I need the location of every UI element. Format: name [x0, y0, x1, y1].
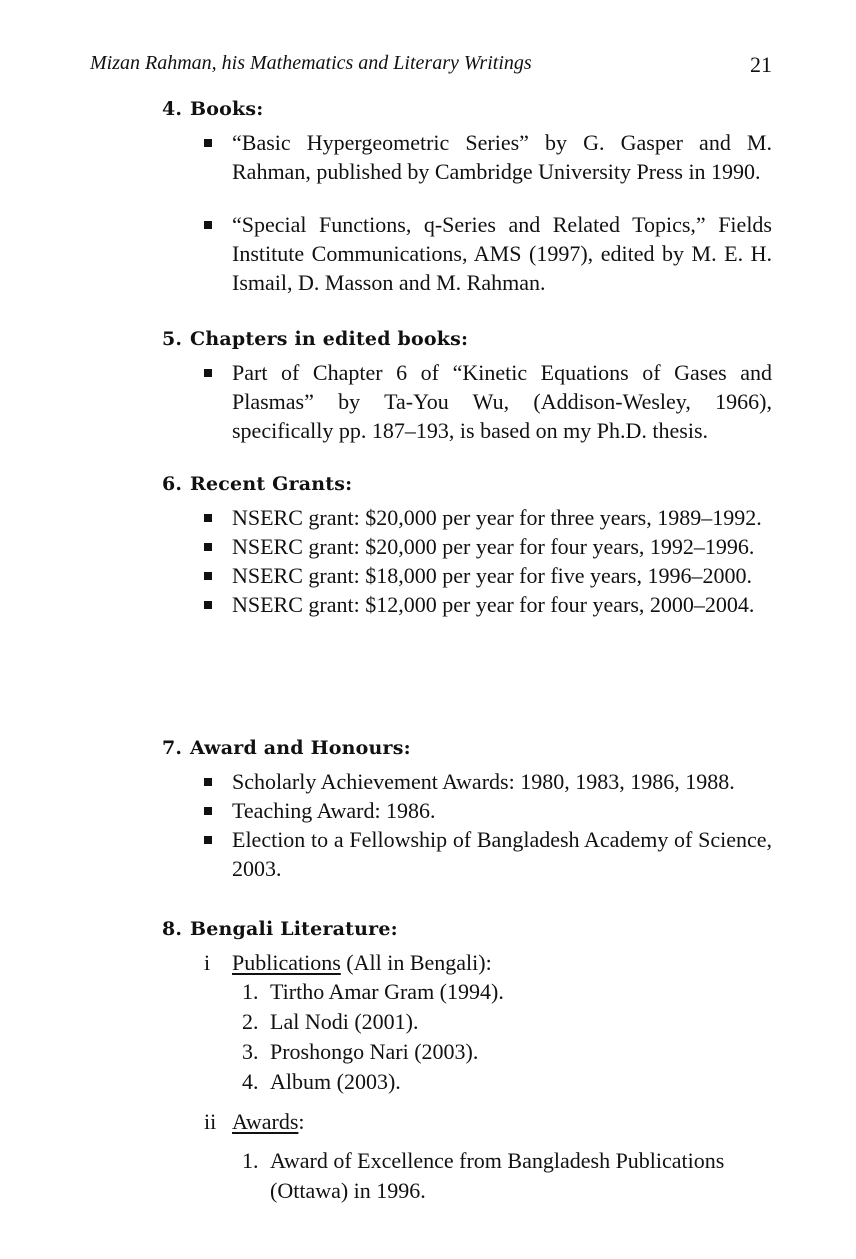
bullet-icon [204, 139, 212, 147]
list-item: NSERC grant: $20,000 per year for three years, 1989–1992. [162, 503, 772, 532]
list-item: 3. Proshongo Nari (2003). [242, 1039, 479, 1064]
section-heading: 7. Award and Honours: [162, 737, 411, 759]
page-number: 21 [750, 52, 772, 77]
list-item: NSERC grant: $12,000 per year for four years, 2000–2004. [162, 590, 772, 619]
awards-list [162, 1146, 772, 1206]
bullet-icon [204, 572, 212, 580]
list-item: 2. Lal Nodi (2001). [242, 1009, 419, 1034]
publications-heading: i Publications (All in Bengali): [204, 950, 492, 975]
bullet-icon [204, 514, 212, 522]
list-item: Teaching Award: 1986. [162, 796, 772, 825]
list-item: “Special Functions, q-Series and Related Topics,” Fields Institute Communications, AMS (1997), edited by M. E. H. Ismail, D. Masson and M. Rahman. [162, 210, 772, 297]
list-item: Election to a Fellowship of Bangladesh Academy of Science, 2003. [162, 825, 772, 883]
bullet-icon [204, 807, 212, 815]
awards-heading: ii Awards: [204, 1109, 305, 1134]
section-heading: 4. Books: [162, 98, 264, 120]
section-grants [162, 469, 772, 619]
bullet-icon [204, 221, 212, 229]
list-item: Scholarly Achievement Awards: 1980, 1983, 1986, 1988. [162, 767, 772, 796]
bullet-icon [204, 836, 212, 844]
section-books [162, 94, 772, 297]
section-bengali-literature [162, 914, 772, 1206]
bullet-icon [204, 601, 212, 609]
list-item: 1. Award of Excellence from Bangladesh Publications (Ottawa) in 1996. [242, 1148, 725, 1203]
list-item: “Basic Hypergeometric Series” by G. Gasper and M. Rahman, published by Cambridge University Press in 1990. [162, 128, 772, 186]
bullet-icon [204, 369, 212, 377]
list-item: NSERC grant: $18,000 per year for five years, 1996–2000. [162, 561, 772, 590]
section-heading: 5. Chapters in edited books: [162, 328, 469, 350]
running-head: Mizan Rahman, his Mathematics and Literary Writings [90, 52, 532, 74]
bullet-icon [204, 543, 212, 551]
section-awards-honours [162, 733, 772, 883]
section-heading: 6. Recent Grants: [162, 473, 353, 495]
bullet-icon [204, 778, 212, 786]
list-item: 4. Album (2003). [242, 1069, 401, 1094]
list-item: 1. Tirtho Amar Gram (1994). [242, 979, 504, 1004]
list-item: Part of Chapter 6 of “Kinetic Equations of Gases and Plasmas” by Ta-You Wu, (Addison-Wesley, 1966), specifically pp. 187–193, is based on my Ph.D. thesis. [162, 358, 772, 445]
section-heading: 8. Bengali Literature: [162, 918, 398, 940]
section-chapters [162, 324, 772, 445]
publications-list [162, 977, 772, 1097]
list-item: NSERC grant: $20,000 per year for four years, 1992–1996. [162, 532, 772, 561]
